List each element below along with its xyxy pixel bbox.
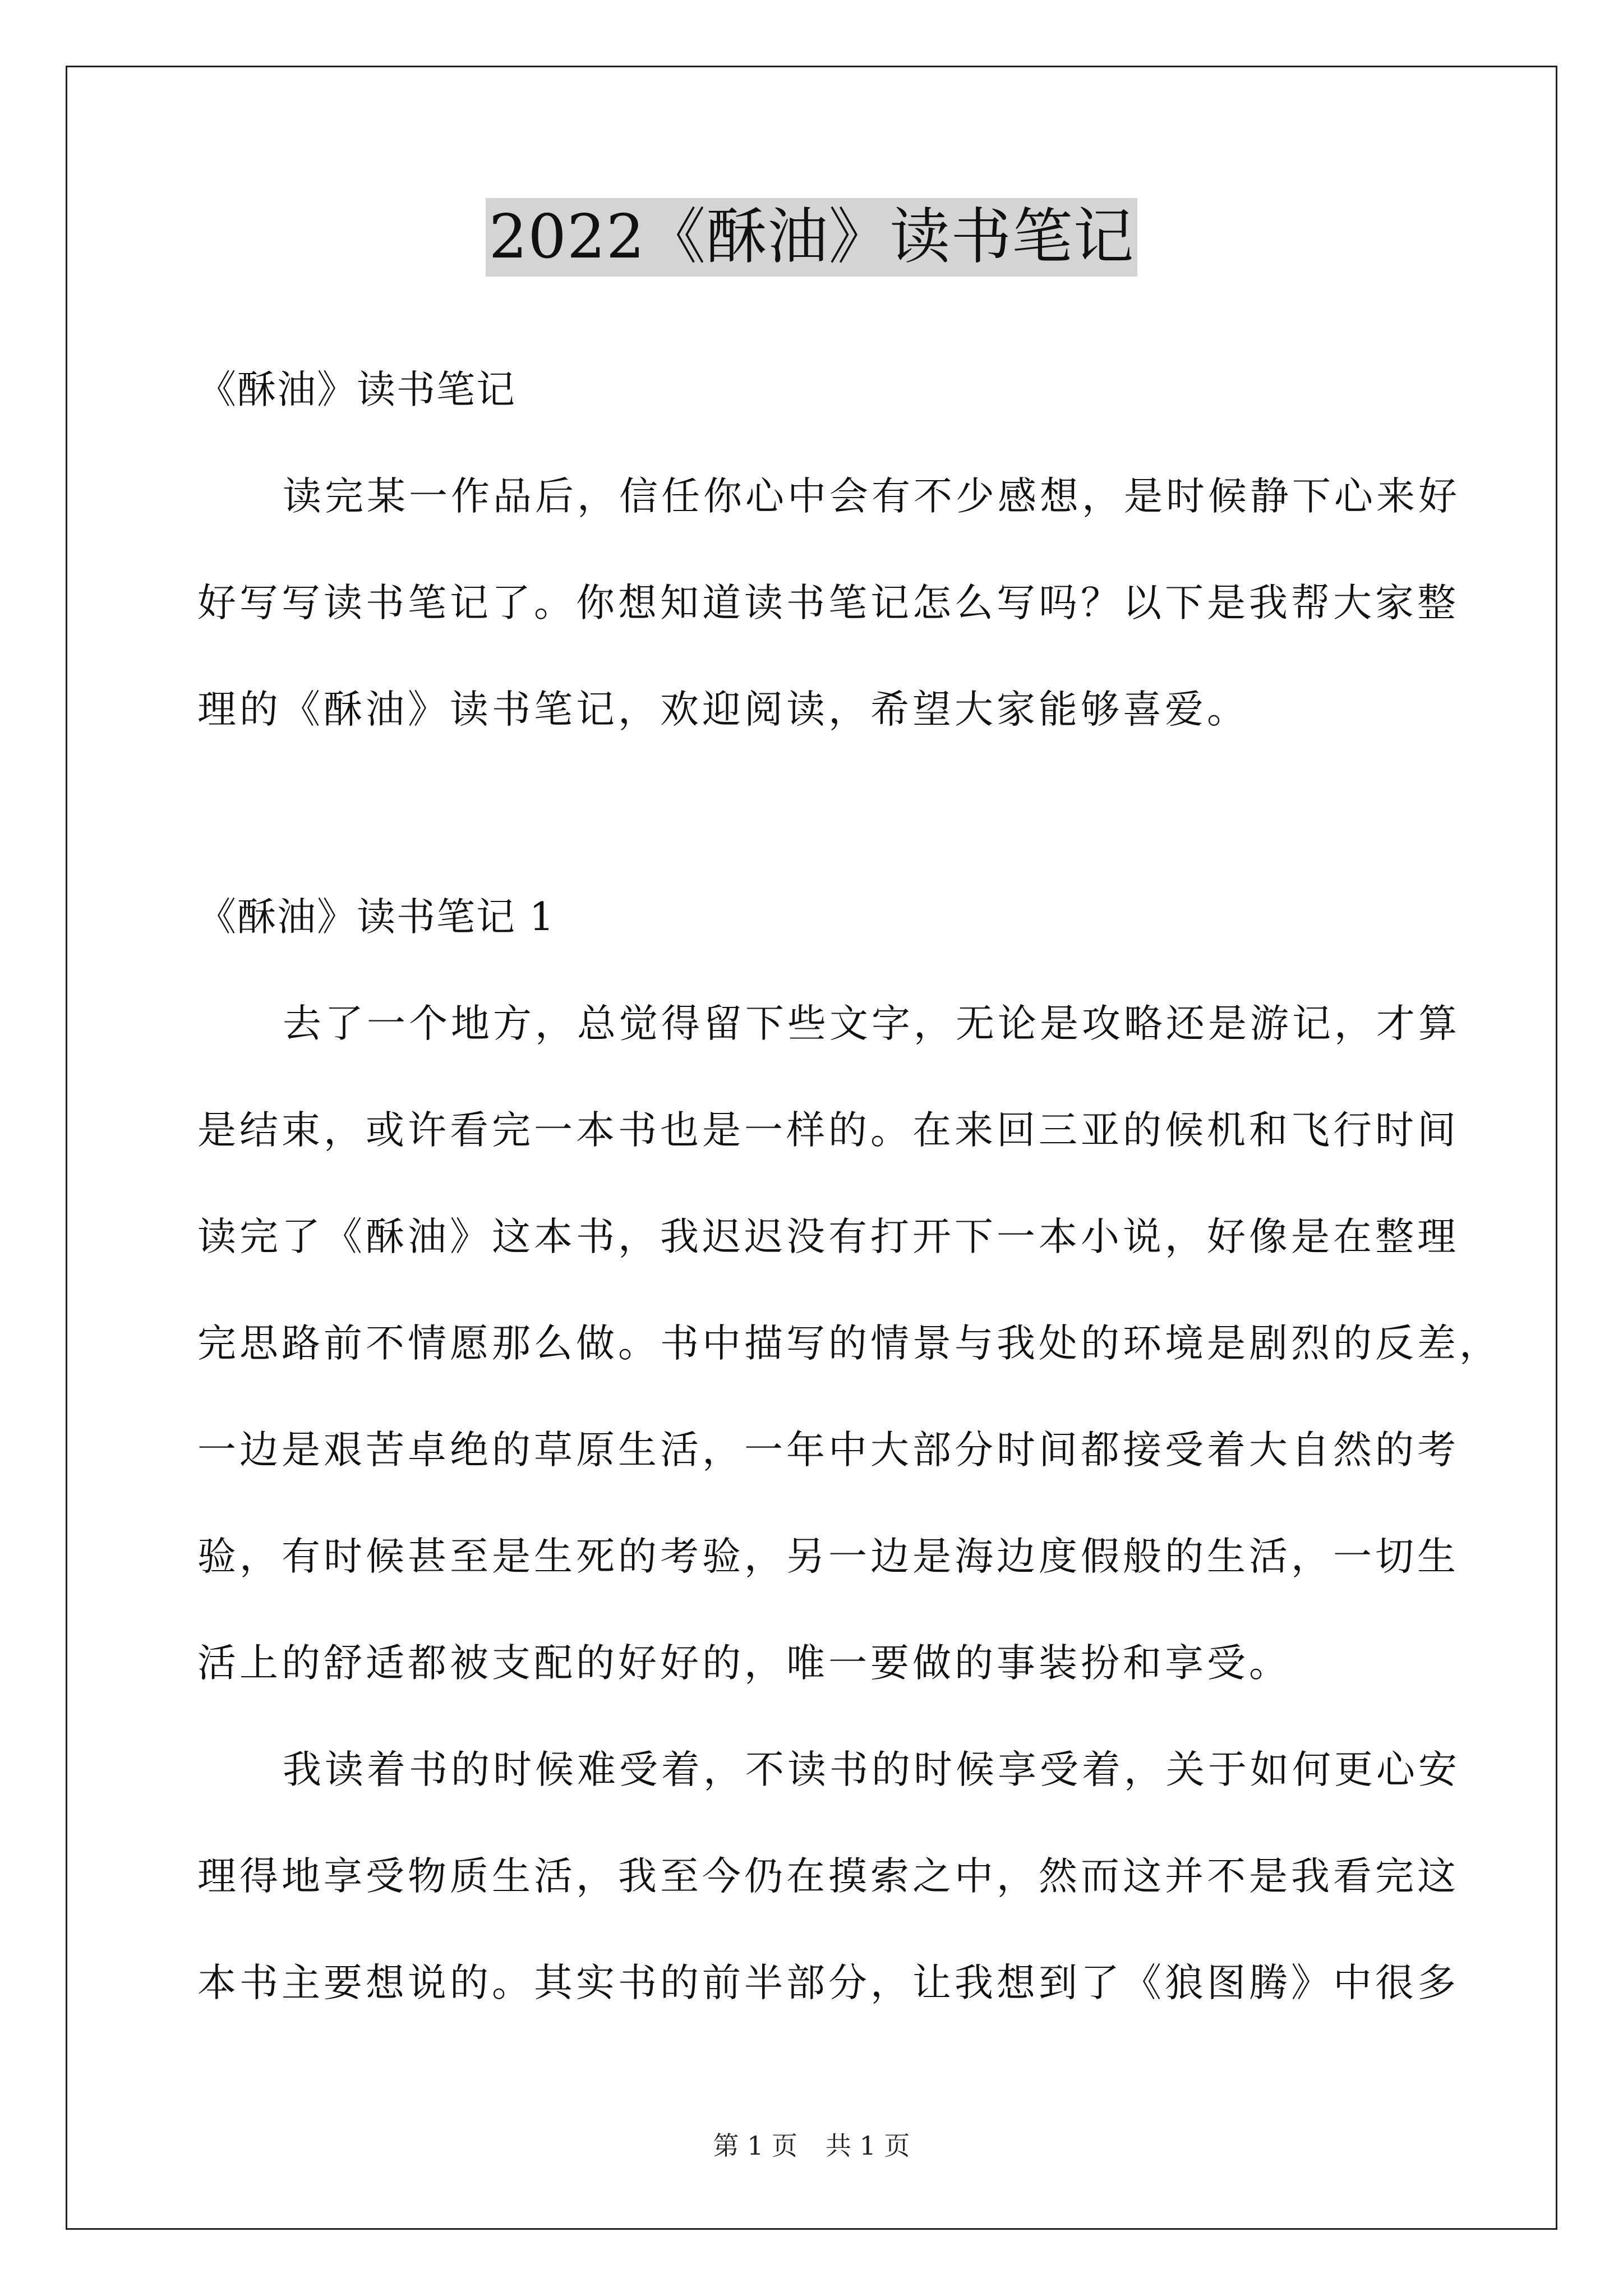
paragraph-line: 验，有时候甚至是生死的考验，另一边是海边度假般的生活，一切生 bbox=[197, 1534, 1459, 1579]
paragraph-line: 是结束，或许看完一本书也是一样的。在来回三亚的候机和飞行时间 bbox=[197, 1108, 1459, 1153]
paragraph-line: 理得地享受物质生活，我至今仍在摸索之中，然而这并不是我看完这 bbox=[197, 1854, 1459, 1899]
paragraph-line: 活上的舒适都被支配的好好的，唯一要做的事装扮和享受。 bbox=[197, 1641, 1291, 1686]
page-footer bbox=[0, 2129, 1623, 2162]
paragraph-line: 读完了《酥油》这本书，我迟迟没有打开下一本小说，好像是在整理 bbox=[197, 1214, 1459, 1259]
paragraph-line: 我读着书的时候难受着，不读书的时候享受着，关于如何更心安 bbox=[283, 1747, 1460, 1792]
paragraph-line: 理的《酥油》读书笔记，欢迎阅读，希望大家能够喜爱。 bbox=[197, 687, 1249, 732]
paragraph-line: 读完某一作品后，信任你心中会有不少感想，是时候静下心来好 bbox=[283, 474, 1460, 519]
document-body bbox=[197, 337, 1501, 2036]
title-container bbox=[0, 198, 1623, 277]
document-title: 2022《酥油》读书笔记 bbox=[486, 198, 1138, 277]
paragraph-line: 去了一个地方，总觉得留下些文字，无论是攻略还是游记，才算 bbox=[283, 1001, 1460, 1046]
intro-heading: 《酥油》读书笔记 bbox=[197, 367, 516, 412]
paragraph-line: 好写写读书笔记了。你想知道读书笔记怎么写吗？以下是我帮大家整 bbox=[197, 581, 1459, 625]
section-heading: 《酥油》读书笔记 1 bbox=[197, 895, 555, 940]
section-spacer bbox=[197, 763, 1431, 864]
paragraph-line: 本书主要想说的。其实书的前半部分，让我想到了《狼图腾》中很多 bbox=[197, 1961, 1459, 2005]
page-number: 第 1 页 bbox=[713, 2131, 797, 2161]
paragraph-line: 完思路前不情愿那么做。书中描写的情景与我处的环境是剧烈的反差， bbox=[197, 1321, 1501, 1366]
page-total: 共 1 页 bbox=[826, 2131, 910, 2161]
paragraph-line: 一边是艰苦卓绝的草原生活，一年中大部分时间都接受着大自然的考 bbox=[197, 1428, 1459, 1473]
